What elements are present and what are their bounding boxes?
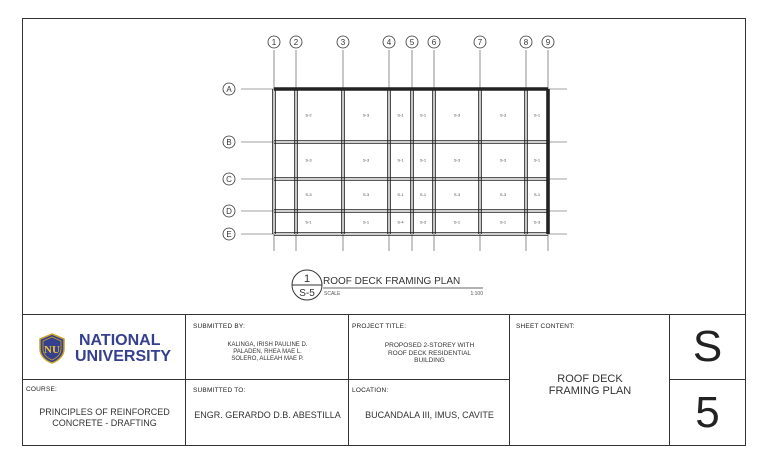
slab-mark: S-3 [362,157,370,163]
submitted-to-value: ENGR. GERARDO D.B. ABESTILLA [194,410,341,420]
slab-mark: S-3 [533,219,541,225]
slab-mark: S-3 [362,112,370,118]
submitted-to-label: SUBMITTED TO: [193,387,246,394]
svg-text:NU: NU [44,344,60,356]
grid-label-row-C: C [226,175,232,184]
grid-label-row-D: D [226,207,232,216]
slab-mark: S-1 [419,157,427,163]
slab-mark: S-1 [362,219,370,225]
slab-mark: S-1 [453,219,461,225]
slab-mark: S-1 [397,192,404,197]
grid-label-col-5: 5 [409,38,415,47]
sheet-letter: S [692,322,723,371]
slab-mark: S-3 [453,192,461,197]
project-title-label: PROJECT TITLE: [352,323,407,330]
slab-mark: S-3 [305,192,312,197]
university-seal-icon [36,332,68,364]
grid-label-row-E: E [226,230,232,239]
grid-label-col-3: 3 [340,38,346,47]
slab-mark: S-3 [453,112,461,118]
grid-label-col-8: 8 [523,38,529,47]
scale-value: 1:100 [470,291,483,297]
grid-label-row-A: A [226,85,232,94]
slab-mark: S-1 [397,157,404,163]
course-value: PRINCIPLES OF REINFORCED CONCRETE - DRAFTING [39,407,170,428]
slab-mark: S-1 [419,112,427,118]
grid-label-row-B: B [226,138,232,147]
project-title-value: PROPOSED 2-STOREY WITH ROOF DECK RESIDENTIAL BUILDING [384,342,475,364]
slab-mark: S-3 [499,112,507,118]
plan-title: ROOF DECK FRAMING PLAN [323,276,461,287]
location-value: BUCANDALA III, IMUS, CAVITE [365,410,494,420]
grid-label-col-7: 7 [477,38,483,47]
grid-label-col-6: 6 [431,38,437,47]
location-label: LOCATION: [352,387,389,394]
drawing-sheet [22,18,746,446]
slab-mark: S-1 [499,219,507,225]
slab-mark: S-1 [533,157,541,163]
university-name: NATIONAL UNIVERSITY [75,332,172,365]
slab-mark: S-4 [397,219,404,225]
course-label: COURSE: [26,386,58,393]
sheet-number: 5 [695,388,720,437]
grid-label-col-9: 9 [545,38,551,47]
slab-mark: S-1 [305,219,312,225]
slab-mark: S-1 [533,112,541,118]
slab-mark: S-1 [419,192,427,197]
slab-mark: S-3 [362,192,370,197]
slab-mark: S-3 [453,157,461,163]
detail-sheet-ref: S-5 [299,288,315,299]
slab-mark: S-1 [533,192,541,197]
scale-label: SCALE [324,291,341,297]
submitted-by-label: SUBMITTED BY: [193,323,246,330]
project-cell [349,315,510,445]
submitted-by-names: KALINGA, IRISH PAULINE D. PALADEN, RHEA MAE L. SOLERO, ALLEAH MAE P. [227,342,308,362]
detail-number: 1 [303,273,311,285]
slab-mark: S-3 [419,219,427,225]
sheet-content-label: SHEET CONTENT: [516,323,575,330]
grid-label-col-1: 1 [271,38,277,47]
slab-mark: S-3 [499,192,507,197]
slab-mark: S-1 [397,112,404,118]
framing-plan [23,19,745,314]
drawing-area [23,19,745,314]
title-block [23,314,745,446]
grid-label-col-2: 2 [293,38,299,47]
slab-mark: S-3 [499,157,507,163]
slab-mark: S-3 [305,157,312,163]
submitted-cell [186,315,349,445]
sheet-content-value: ROOF DECK FRAMING PLAN [548,373,632,397]
slab-mark: S-2 [305,112,312,118]
grid-label-col-4: 4 [386,38,392,47]
